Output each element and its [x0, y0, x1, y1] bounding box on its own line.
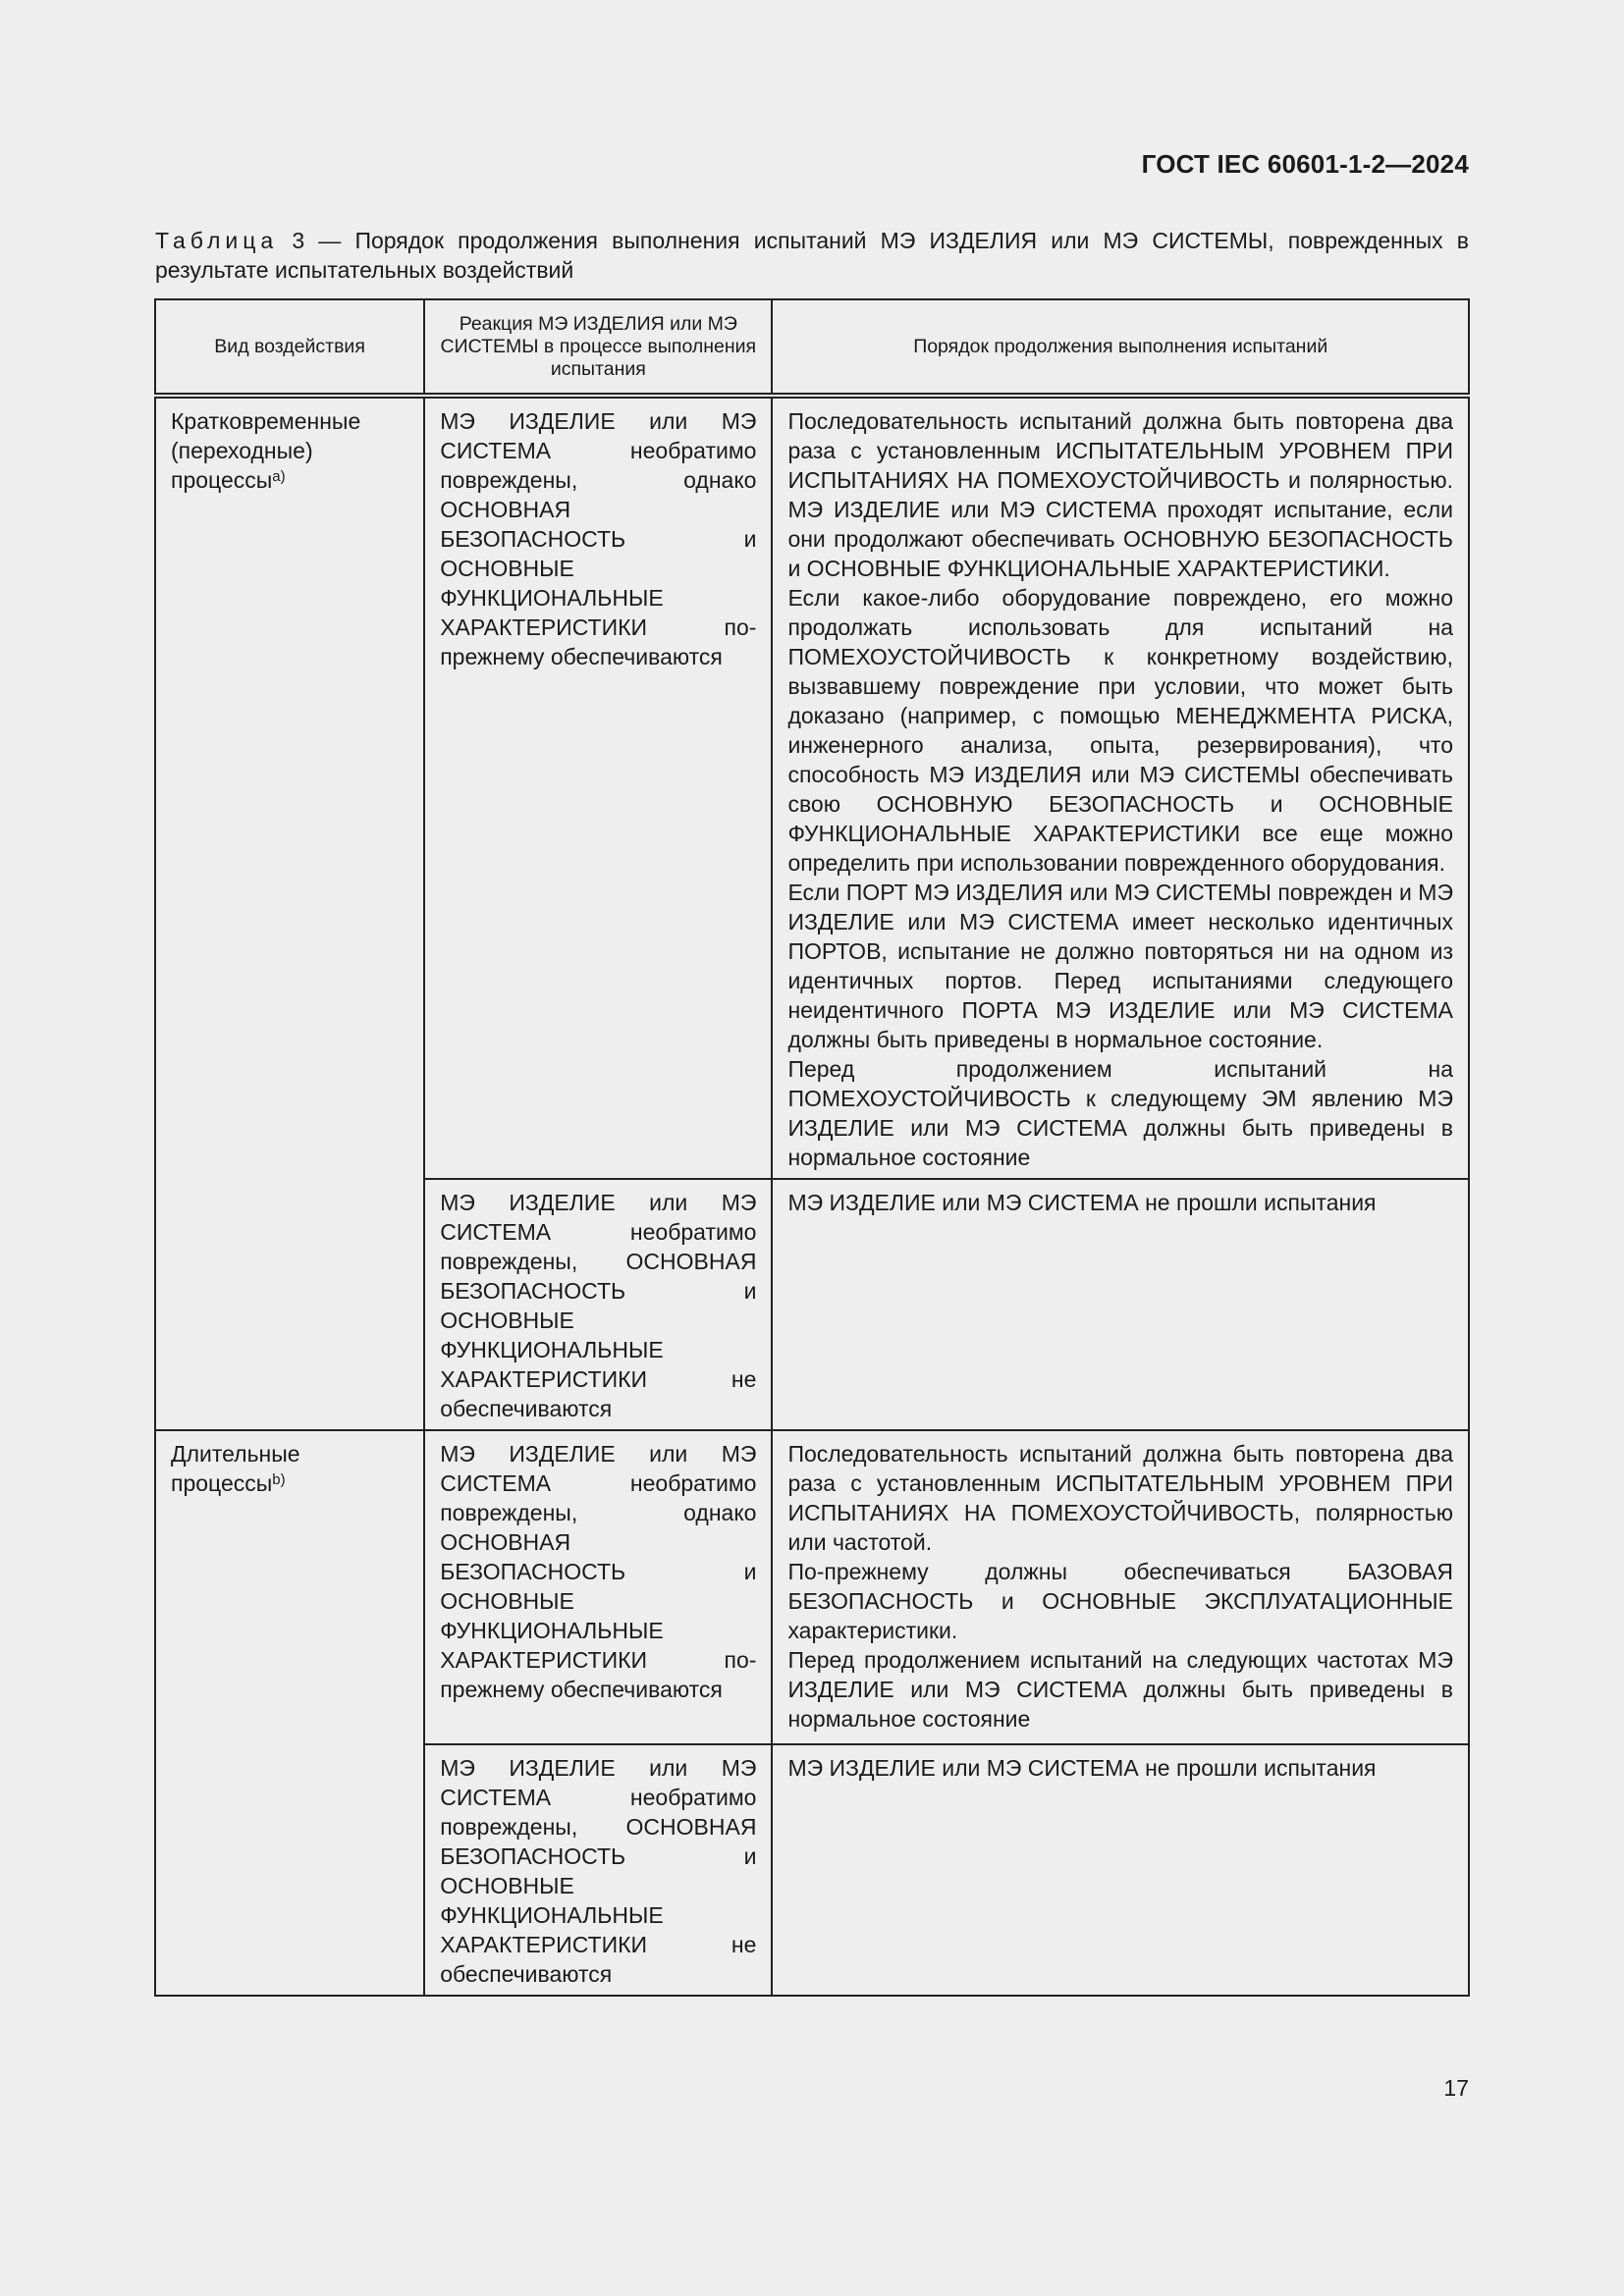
page-number: 17 — [1443, 2075, 1469, 2101]
procedure-cell — [772, 396, 1469, 1179]
impact-type-label: Длительные процессы — [171, 1441, 300, 1496]
procedure-paragraph: Перед продолжением испытаний на следующих частотах МЭ ИЗДЕЛИЕ или МЭ СИСТЕМА должны быть приведены в нормальное состояние — [787, 1647, 1453, 1732]
procedure-cell — [772, 1179, 1469, 1430]
reaction-cell — [424, 1744, 772, 1996]
impact-type-cell — [155, 1430, 424, 1996]
table-caption-text: 3 — Порядок продолжения выполнения испытаний МЭ ИЗДЕЛИЯ или МЭ СИСТЕМЫ, поврежденных в результате испытательных воздействий — [155, 228, 1469, 283]
procedure-paragraph: Последовательность испытаний должна быть повторена два раза с установленным ИСПЫТАТЕЛЬНЫМ УРОВНЕМ ПРИ ИСПЫТАНИЯХ НА ПОМЕХОУСТОЙЧИВОСТЬ, полярностью или частотой. — [787, 1441, 1453, 1555]
header-reaction: Реакция МЭ ИЗДЕЛИЯ или МЭ СИСТЕМЫ в процессе выполнения испытания — [424, 299, 772, 396]
reaction-cell — [424, 396, 772, 1179]
procedure-paragraph: МЭ ИЗДЕЛИЕ или МЭ СИСТЕМА не прошли испытания — [787, 1755, 1377, 1781]
reaction-text: МЭ ИЗДЕЛИЕ или МЭ СИСТЕМА необратимо повреждены, ОСНОВНАЯ БЕЗОПАСНОСТЬ и ОСНОВНЫЕ ФУНКЦИОНАЛЬНЫЕ ХАРАКТЕРИСТИКИ не обеспечиваются — [440, 1755, 757, 1987]
reaction-text: МЭ ИЗДЕЛИЕ или МЭ СИСТЕМА необратимо повреждены, ОСНОВНАЯ БЕЗОПАСНОСТЬ и ОСНОВНЫЕ ФУНКЦИОНАЛЬНЫЕ ХАРАКТЕРИСТИКИ не обеспечиваются — [440, 1190, 757, 1421]
table-row — [155, 396, 1469, 1179]
procedure-paragraph: Последовательность испытаний должна быть повторена два раза с установленным ИСПЫТАТЕЛЬНЫМ УРОВНЕМ ПРИ ИСПЫТАНИЯХ НА ПОМЕХОУСТОЙЧИВОСТЬ и полярностью. МЭ ИЗДЕЛИЕ или МЭ СИСТЕМА проходят испытание, если они продолжают обеспечивать ОСНОВНУЮ БЕЗОПАСНОСТЬ и ОСНОВНЫЕ ФУНКЦИОНАЛЬНЫЕ ХАРАКТЕРИСТИКИ. — [787, 408, 1453, 581]
table-caption-label: Таблица — [155, 228, 279, 253]
procedure-paragraph: По-прежнему должны обеспечиваться БАЗОВАЯ БЕЗОПАСНОСТЬ и ОСНОВНЫЕ ЭКСПЛУАТАЦИОННЫЕ характеристики. — [787, 1559, 1453, 1643]
footnote-ref: а) — [272, 468, 286, 485]
standard-designation: ГОСТ IEC 60601-1-2—2024 — [1141, 149, 1469, 179]
test-continuation-table — [154, 298, 1470, 1997]
impact-type-label: Кратковременные (переходные) процессы — [171, 408, 361, 493]
procedure-paragraph: Перед продолжением испытаний на ПОМЕХОУСТОЙЧИВОСТЬ к следующему ЭМ явлению МЭ ИЗДЕЛИЕ или МЭ СИСТЕМА должны быть приведены в нормальное состояние — [787, 1056, 1453, 1170]
header-procedure: Порядок продолжения выполнения испытаний — [772, 299, 1469, 396]
reaction-text: МЭ ИЗДЕЛИЕ или МЭ СИСТЕМА необратимо повреждены, однако ОСНОВНАЯ БЕЗОПАСНОСТЬ и ОСНОВНЫЕ ФУНКЦИОНАЛЬНЫЕ ХАРАКТЕРИСТИКИ по-прежнему обеспечиваются — [440, 1441, 757, 1702]
impact-type-cell — [155, 396, 424, 1430]
table-caption — [155, 226, 1469, 285]
procedure-paragraph: Если какое-либо оборудование повреждено, его можно продолжать использовать для испытаний на ПОМЕХОУСТОЙЧИВОСТЬ к конкретному воздействию, вызвавшему повреждение при условии, что может быть доказано (например, с помощью МЕНЕДЖМЕНТА РИСКА, инженерного анализа, опыта, резервирования), что способность МЭ ИЗДЕЛИЯ или МЭ СИСТЕМЫ обеспечивать свою ОСНОВНУЮ БЕЗОПАСНОСТЬ и ОСНОВНЫЕ ФУНКЦИОНАЛЬНЫЕ ХАРАКТЕРИСТИКИ все еще можно определить при использовании поврежденного оборудования. — [787, 585, 1453, 876]
reaction-text: МЭ ИЗДЕЛИЕ или МЭ СИСТЕМА необратимо повреждены, однако ОСНОВНАЯ БЕЗОПАСНОСТЬ и ОСНОВНЫЕ ФУНКЦИОНАЛЬНЫЕ ХАРАКТЕРИСТИКИ по-прежнему обеспечиваются — [440, 408, 757, 669]
procedure-paragraph: Если ПОРТ МЭ ИЗДЕЛИЯ или МЭ СИСТЕМЫ поврежден и МЭ ИЗДЕЛИЕ или МЭ СИСТЕМА имеет несколько идентичных ПОРТОВ, испытание не должно повторяться ни на одном из идентичных портов. Перед испытаниями следующего неидентичного ПОРТА МЭ ИЗДЕЛИЕ или МЭ СИСТЕМА должны быть приведены в нормальное состояние. — [787, 880, 1453, 1052]
procedure-paragraph: МЭ ИЗДЕЛИЕ или МЭ СИСТЕМА не прошли испытания — [787, 1190, 1377, 1215]
footnote-ref: b) — [272, 1471, 286, 1488]
reaction-cell — [424, 1430, 772, 1744]
procedure-cell — [772, 1744, 1469, 1996]
procedure-cell — [772, 1430, 1469, 1744]
header-impact-type: Вид воздействия — [155, 299, 424, 396]
reaction-cell — [424, 1179, 772, 1430]
table-header-row — [155, 299, 1469, 396]
table-row — [155, 1430, 1469, 1744]
